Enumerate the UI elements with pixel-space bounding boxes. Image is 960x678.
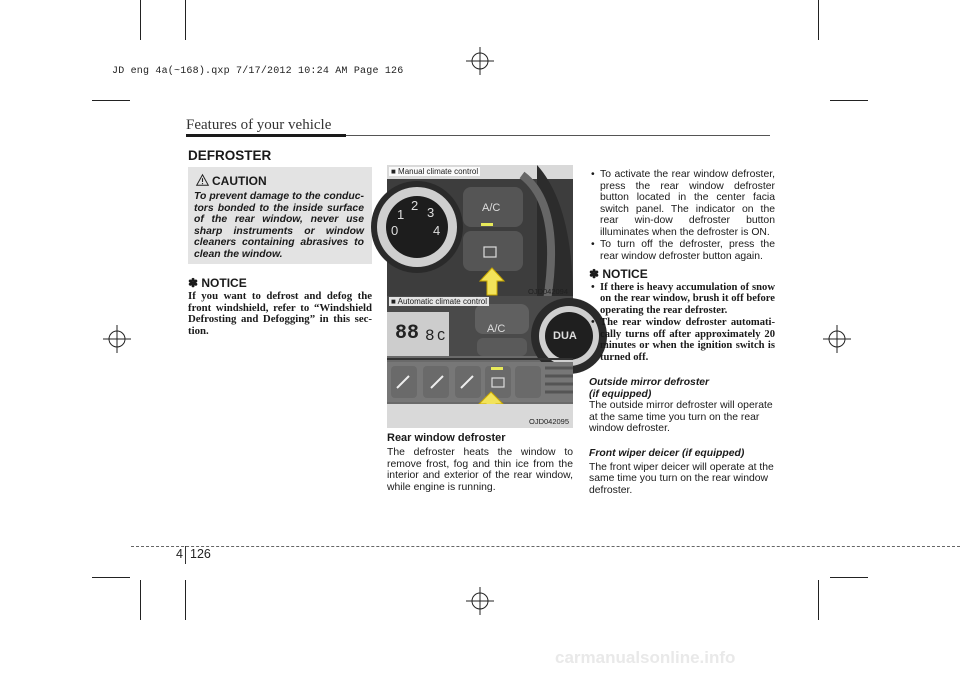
fan-speed-4: 4 <box>433 223 441 238</box>
ac-button-label: A/C <box>482 202 501 214</box>
fan-speed-0: 0 <box>391 223 399 238</box>
rear-window-defroster-heading: Rear window defroster <box>387 432 506 444</box>
registration-mark-icon <box>466 47 494 75</box>
temperature-unit: C <box>437 329 446 345</box>
notice-title: ✽ NOTICE <box>589 267 648 281</box>
fan-speed-3: 3 <box>427 205 435 220</box>
manual-climate-control-figure <box>387 165 573 301</box>
temperature-decimal: 8 <box>425 327 435 345</box>
page-number: 126 <box>190 547 211 561</box>
automatic-climate-panel-illustration <box>387 296 577 428</box>
temperature-display: 88 <box>395 322 420 345</box>
manual-climate-panel-illustration <box>387 165 573 301</box>
ac-button-label: A/C <box>487 323 506 335</box>
list-item: • To activate the rear window defroster, press the rear window defroster button located in the center facia switch panel. The indicator on the rear win-dow defroster button illuminates when the defroster is ON. <box>589 169 775 238</box>
figure-caption: ■ Automatic climate control <box>391 297 487 306</box>
list-item: • The rear window defroster automati-cally turns off after approximately 20 minutes or when the ignition switch is turned off. <box>589 317 775 363</box>
caution-title: CAUTION <box>212 174 267 188</box>
dual-button-label: DUA <box>553 330 577 342</box>
wiper-deicer-text: The front wiper deicer will operate at the same time you turn on the rear window defroster. <box>589 461 774 496</box>
warning-triangle-icon <box>196 174 209 186</box>
figure-caption: ■ Manual climate control <box>391 167 479 176</box>
registration-mark-icon <box>466 587 494 615</box>
running-header: Features of your vehicle <box>186 117 332 133</box>
notice-block <box>589 269 775 365</box>
fan-speed-1: 1 <box>397 207 405 222</box>
footer-divider <box>185 546 186 564</box>
activation-instructions <box>589 169 775 263</box>
mirror-defroster-subheading: (if equipped) <box>589 388 652 400</box>
print-slug: JD eng 4a(~168).qxp 7/17/2012 10:24 AM Page 126 <box>112 66 404 77</box>
chapter-number: 4 <box>176 547 183 561</box>
mirror-defroster-block <box>589 377 775 435</box>
caution-text: To prevent damage to the conduc-tors bonded to the inside surface of the rear window, never use sharp instruments or window cleaners containing abrasives to clean the window. <box>194 191 364 260</box>
automatic-climate-control-figure <box>387 296 577 428</box>
registration-mark-icon <box>823 325 851 353</box>
wiper-deicer-block <box>589 448 775 496</box>
footer-rule <box>131 546 960 547</box>
header-bar <box>186 134 346 137</box>
notice-title: ✽ NOTICE <box>188 276 247 290</box>
registration-mark-icon <box>103 325 131 353</box>
mirror-defroster-text: The outside mirror defroster will operate at the same time you turn on the rear window defroster. <box>589 400 773 434</box>
figure-code: OJD042094 <box>528 287 569 296</box>
fan-speed-2: 2 <box>411 198 419 213</box>
figure-code: OJD042095 <box>529 417 570 426</box>
header-rule <box>346 135 770 136</box>
list-item: • To turn off the defroster, press the rear window defroster button again. <box>589 239 775 262</box>
section-title: DEFROSTER <box>188 148 272 163</box>
wiper-deicer-heading: Front wiper deicer (if equipped) <box>589 448 745 459</box>
mirror-defroster-heading: Outside mirror defroster <box>589 377 710 388</box>
rear-window-defroster-text: The defroster heats the window to remove frost, fog and thin ice from the interior and exterior of the rear window, while engine is running. <box>387 447 573 493</box>
notice-text: If you want to defrost and defog the front windshield, refer to “Windshield Defrosting and Defogging” in this sec-tion. <box>188 290 372 337</box>
list-item: • If there is heavy accumulation of snow on the rear window, brush it off before operating the rear defroster. <box>589 282 775 317</box>
watermark: carmanualsonline.info <box>555 648 736 667</box>
